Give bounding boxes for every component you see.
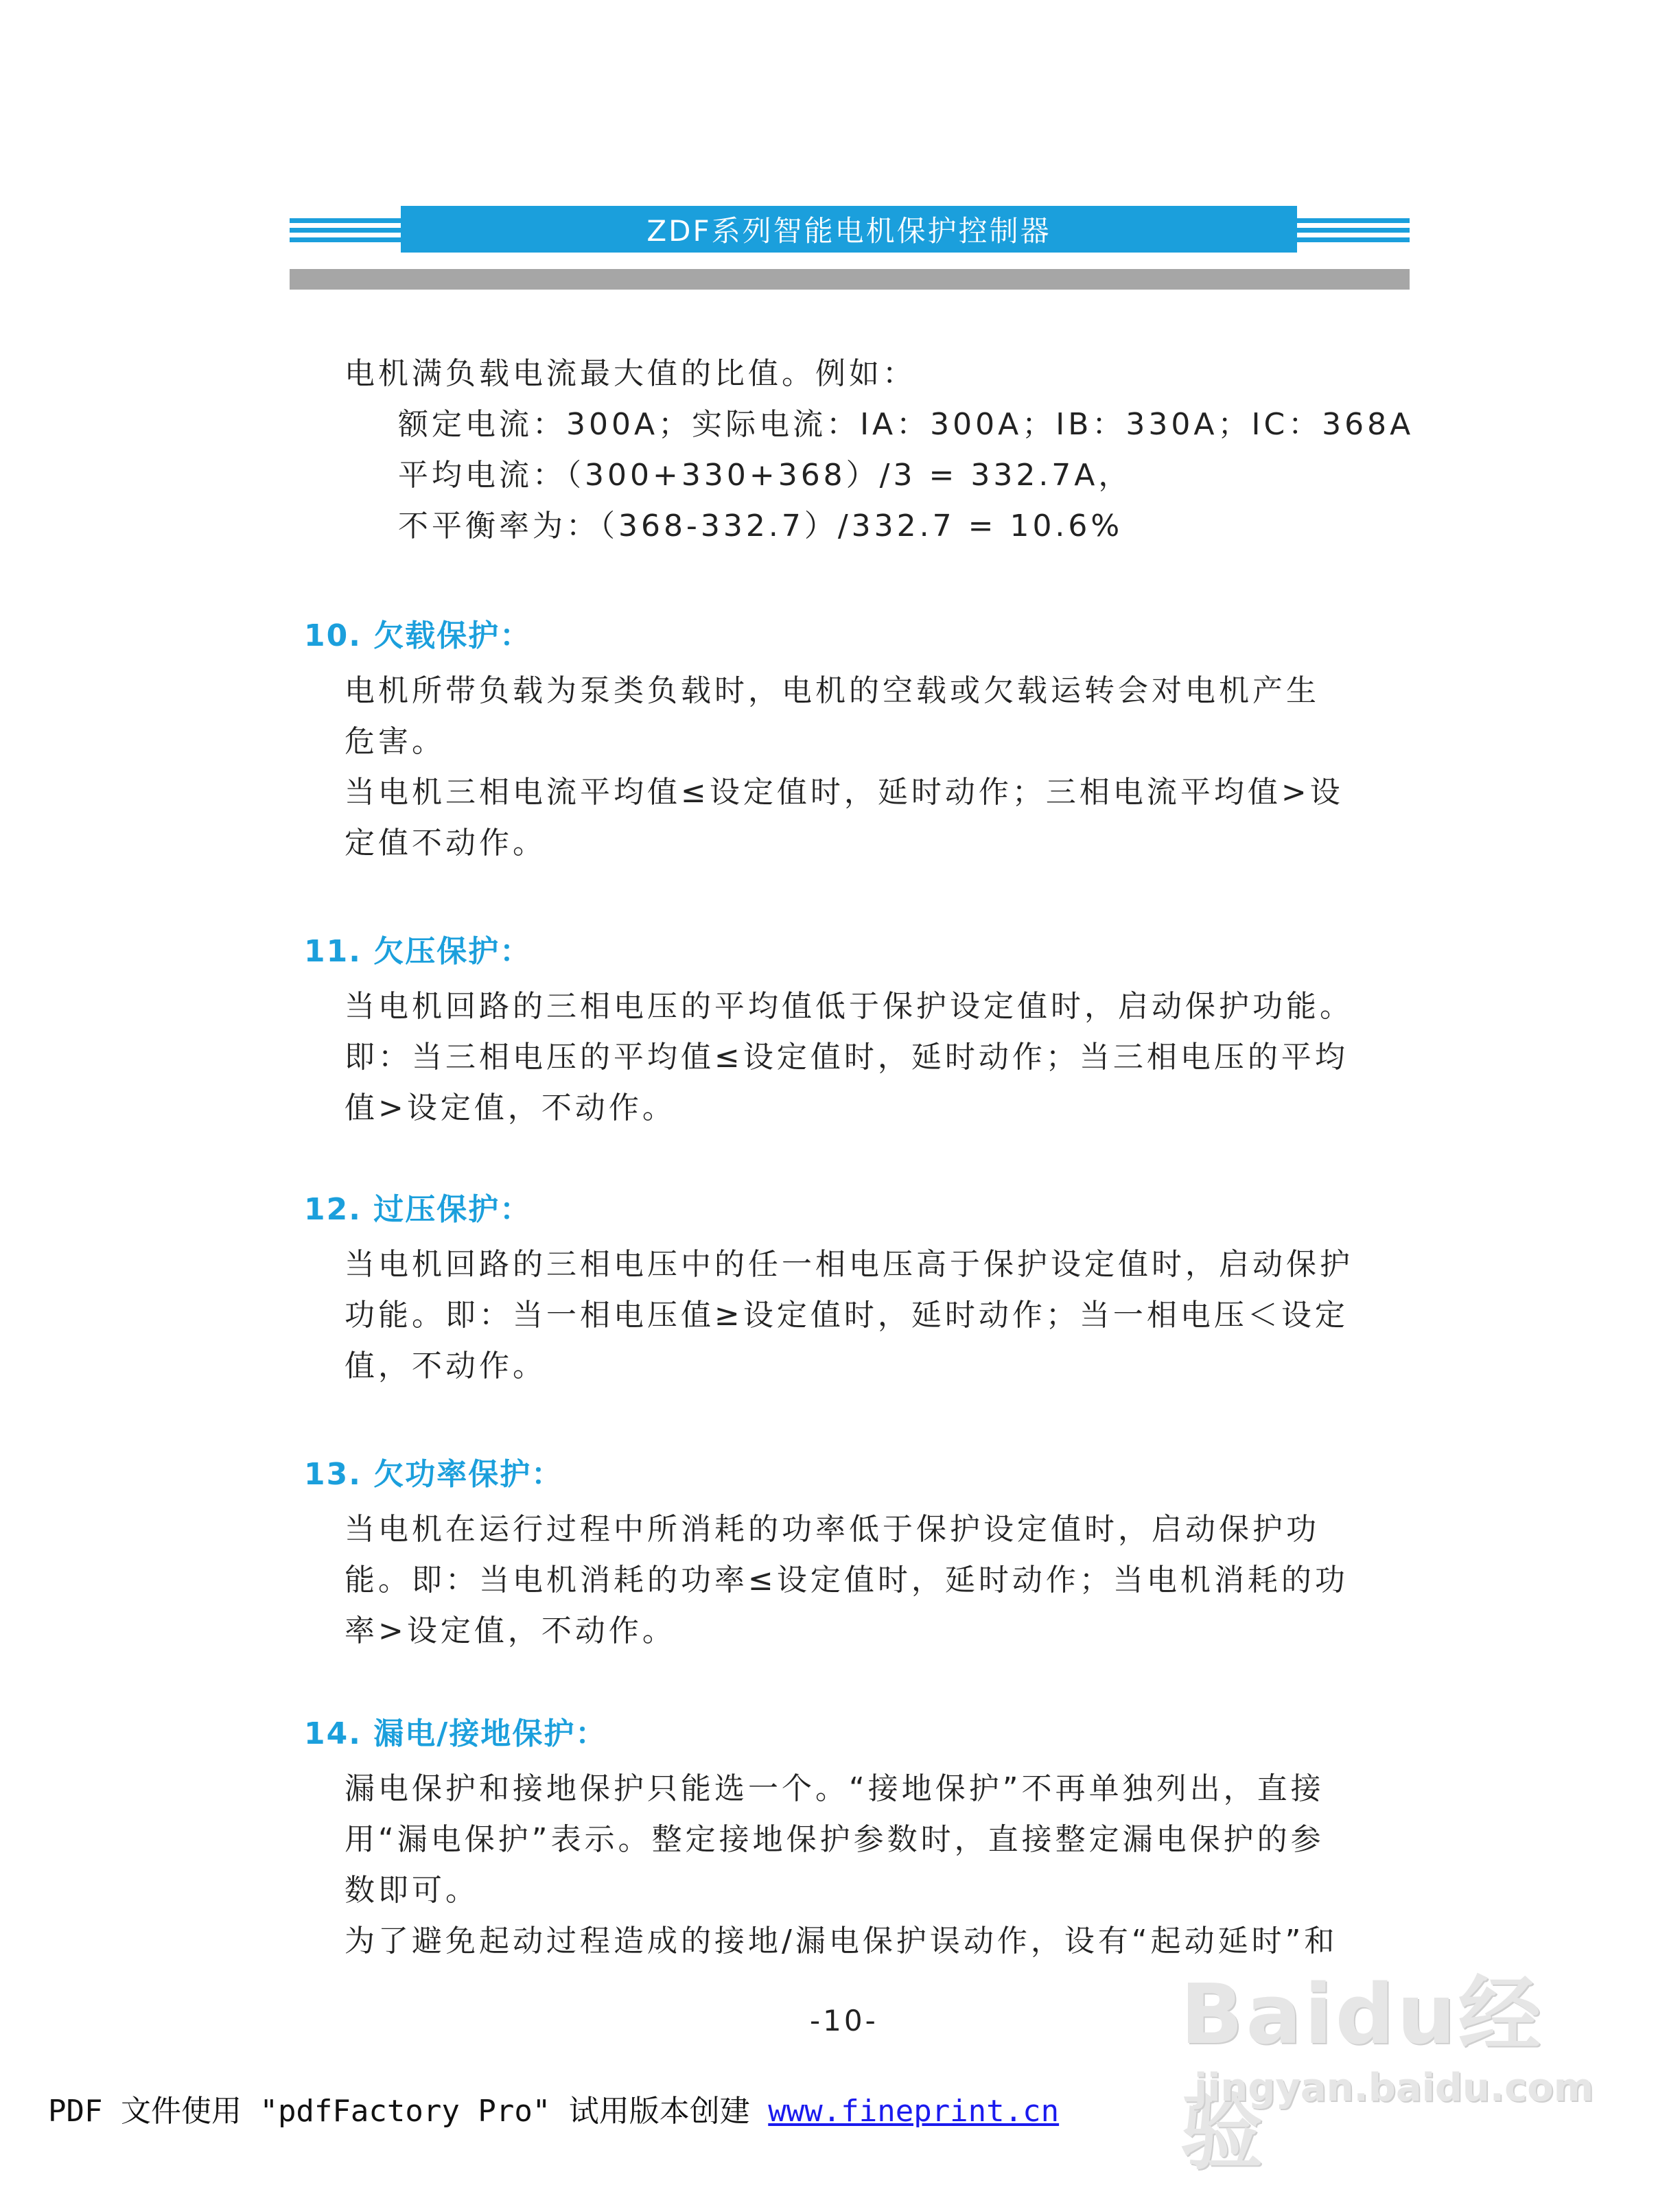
- intro-line: 电机满负载电流最大值的比值。例如：: [345, 356, 916, 391]
- section-line: 定值不动作。: [345, 826, 546, 861]
- intro-line: 不平衡率为：（368-332.7）/332.7 = 10.6%: [398, 509, 1123, 544]
- section-line: 当电机三相电流平均值≤设定值时，延时动作；三相电流平均值>设: [345, 775, 1344, 810]
- section-heading: 11. 欠压保护：: [304, 934, 532, 969]
- section-line: 为了避免起动过程造成的接地/漏电保护误动作，设有“起动延时”和: [345, 1924, 1338, 1959]
- intro-line: 额定电流：300A；实际电流：IA：300A；IB：330A；IC：368A: [398, 407, 1414, 442]
- section-line: 当电机在运行过程中所消耗的功率低于保护设定值时，启动保护功: [345, 1512, 1320, 1547]
- section-heading: 14. 漏电/接地保护：: [304, 1716, 607, 1751]
- header-decor-left: [290, 218, 405, 247]
- section-line: 值，不动作。: [345, 1348, 546, 1383]
- section-line: 值>设定值，不动作。: [345, 1090, 676, 1125]
- header-gray-bar: [290, 269, 1410, 290]
- intro-line: 平均电流：（300+330+368）/3 = 332.7A，: [398, 458, 1132, 493]
- footer-link[interactable]: www.fineprint.cn: [768, 2094, 1060, 2129]
- watermark-main: Baidu经验: [1180, 1967, 1543, 2181]
- section-line: 危害。: [345, 724, 445, 759]
- header-title: ZDF系列智能电机保护控制器: [401, 206, 1297, 253]
- pdf-footer: [48, 2086, 1059, 2130]
- section-line: 用“漏电保护”表示。整定接地保护参数时，直接整定漏电保护的参: [345, 1822, 1325, 1857]
- page-number: -10-: [810, 2004, 878, 2037]
- baidu-watermark: [1180, 1949, 1594, 2181]
- section-line: 电机所带负载为泵类负载时，电机的空载或欠载运转会对电机产生: [345, 673, 1320, 708]
- section-line: 当电机回路的三相电压的平均值低于保护设定值时，启动保护功能。: [345, 989, 1353, 1024]
- section-heading: 12. 过压保护：: [304, 1192, 532, 1227]
- section-line: 率>设定值，不动作。: [345, 1613, 676, 1648]
- section-line: 能。即：当电机消耗的功率≤设定值时，延时动作；当电机消耗的功: [345, 1563, 1349, 1598]
- footer-text: PDF 文件使用 "pdfFactory Pro" 试用版本创建: [48, 2094, 769, 2129]
- section-line: 漏电保护和接地保护只能选一个。“接地保护”不再单独列出，直接: [345, 1771, 1325, 1806]
- section-line: 当电机回路的三相电压中的任一相电压高于保护设定值时，启动保护: [345, 1247, 1353, 1282]
- header-decor-right: [1294, 218, 1410, 247]
- section-line: 功能。即：当一相电压值≥设定值时，延时动作；当一相电压＜设定: [345, 1298, 1349, 1333]
- section-heading: 13. 欠功率保护：: [304, 1457, 563, 1492]
- section-line: 数即可。: [345, 1873, 479, 1908]
- watermark-sub: jingyan.baidu.com: [1194, 2066, 1594, 2110]
- section-line: 即：当三相电压的平均值≤设定值时，延时动作；当三相电压的平均: [345, 1040, 1349, 1075]
- section-heading: 10. 欠载保护：: [304, 618, 532, 653]
